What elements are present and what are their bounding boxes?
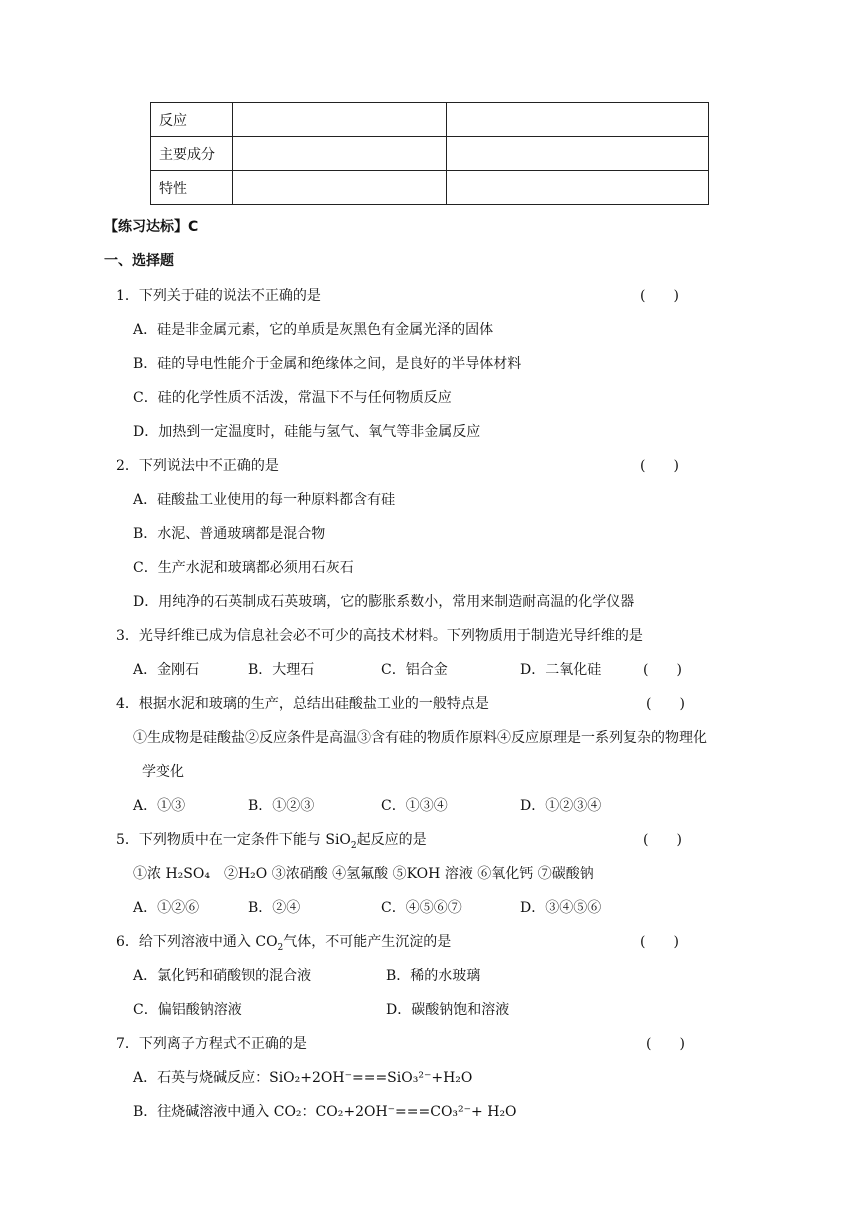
- table-cell: [233, 171, 447, 205]
- question-2-option-d: D．用纯净的石英制成石英玻璃，它的膨胀系数小，常用来制造耐高温的化学仪器: [133, 594, 635, 610]
- question-2-option-a: A．硅酸盐工业使用的每一种原料都含有硅: [133, 492, 396, 508]
- subscript: 2: [350, 840, 357, 851]
- question-7-stem: 7．下列离子方程式不正确的是: [116, 1036, 307, 1052]
- question-6-stem-text: 6．给下列溶液中通入 CO: [116, 934, 278, 950]
- table-cell: [447, 171, 709, 205]
- question-5-stem-text-end: 起反应的是: [356, 832, 427, 848]
- table-cell: [447, 103, 709, 137]
- question-5-option-a: A．①②⑥: [133, 900, 200, 916]
- question-3-option-c: C．铝合金: [381, 662, 448, 678]
- question-5-option-d: D．③④⑤⑥: [520, 900, 602, 916]
- question-6-option-c: C．偏铝酸钠溶液: [133, 1002, 242, 1018]
- section-choice-heading: 一、选择题: [104, 253, 174, 269]
- table-row: [151, 103, 709, 137]
- question-4-option-c: C．①③④: [381, 798, 448, 814]
- question-4-option-b: B．①②③: [248, 798, 315, 814]
- question-3-option-a: A．金刚石: [133, 662, 200, 678]
- section-practice-heading: 【练习达标】C: [104, 219, 199, 235]
- table-cell: [233, 137, 447, 171]
- question-4-stem: 4．根据水泥和玻璃的生产，总结出硅酸盐工业的一般特点是: [116, 696, 489, 712]
- table-cell: [233, 103, 447, 137]
- question-5-option-c: C．④⑤⑥⑦: [381, 900, 462, 916]
- answer-paren: ( ): [643, 662, 682, 678]
- question-5-items: ①浓 H₂SO₄ ②H₂O ③浓硝酸 ④氢氟酸 ⑤KOH 溶液 ⑥氧化钙 ⑦碳酸钠: [133, 866, 594, 882]
- table-cell-label: 主要成分: [151, 137, 233, 171]
- question-3-stem: 3．光导纤维已成为信息社会必不可少的高技术材料。下列物质用于制造光导纤维的是: [116, 628, 643, 644]
- question-4-items-line-1: ①生成物是硅酸盐②反应条件是高温③含有硅的物质作原料④反应原理是一系列复杂的物理化: [133, 730, 707, 746]
- question-2-stem: 2．下列说法中不正确的是: [116, 458, 279, 474]
- table-cell-label: 特性: [151, 171, 233, 205]
- table-row: [151, 137, 709, 171]
- question-7-option-b: B．往烧碱溶液中通入 CO₂：CO₂+2OH⁻===CO₃²⁻+ H₂O: [133, 1104, 517, 1120]
- question-5-stem-text: 5．下列物质中在一定条件下能与 SiO: [116, 832, 351, 848]
- answer-paren: ( ): [640, 934, 679, 950]
- answer-paren: ( ): [646, 696, 685, 712]
- answer-paren: ( ): [646, 1036, 685, 1052]
- question-1-option-c: C．硅的化学性质不活泼，常温下不与任何物质反应: [133, 390, 452, 406]
- question-1-option-a: A．硅是非金属元素，它的单质是灰黑色有金属光泽的固体: [133, 322, 494, 338]
- property-table: [150, 102, 709, 205]
- question-6-option-d: D．碳酸钠饱和溶液: [386, 1002, 510, 1018]
- table-cell: [447, 137, 709, 171]
- answer-paren: ( ): [643, 832, 682, 848]
- answer-paren: ( ): [640, 288, 679, 304]
- question-1-option-d: D．加热到一定温度时，硅能与氢气、氧气等非金属反应: [133, 424, 481, 440]
- question-1-option-b: B．硅的导电性能介于金属和绝缘体之间，是良好的半导体材料: [133, 356, 522, 372]
- question-4-option-d: D．①②③④: [520, 798, 602, 814]
- question-6-stem-text-end: 气体，不可能产生沉淀的是: [283, 934, 452, 950]
- question-4-items-line-2: 学变化: [142, 764, 184, 780]
- question-3-option-d: D．二氧化硅: [520, 662, 602, 678]
- answer-paren: ( ): [640, 458, 679, 474]
- question-5-option-b: B．②④: [248, 900, 301, 916]
- question-6-stem: [116, 931, 451, 953]
- question-4-option-a: A．①③: [133, 798, 186, 814]
- question-7-option-a: A．石英与烧碱反应：SiO₂+2OH⁻===SiO₃²⁻+H₂O: [133, 1070, 473, 1086]
- question-1-stem: 1．下列关于硅的说法不正确的是: [116, 288, 321, 304]
- question-6-option-a: A．氯化钙和硝酸钡的混合液: [133, 968, 312, 984]
- table-row: [151, 171, 709, 205]
- table-cell-label: 反应: [151, 103, 233, 137]
- question-2-option-c: C．生产水泥和玻璃都必须用石灰石: [133, 560, 354, 576]
- question-6-option-b: B．稀的水玻璃: [386, 968, 481, 984]
- question-5-stem: [116, 829, 427, 851]
- question-3-option-b: B．大理石: [248, 662, 315, 678]
- question-2-option-b: B．水泥、普通玻璃都是混合物: [133, 526, 326, 542]
- subscript: 2: [277, 942, 284, 953]
